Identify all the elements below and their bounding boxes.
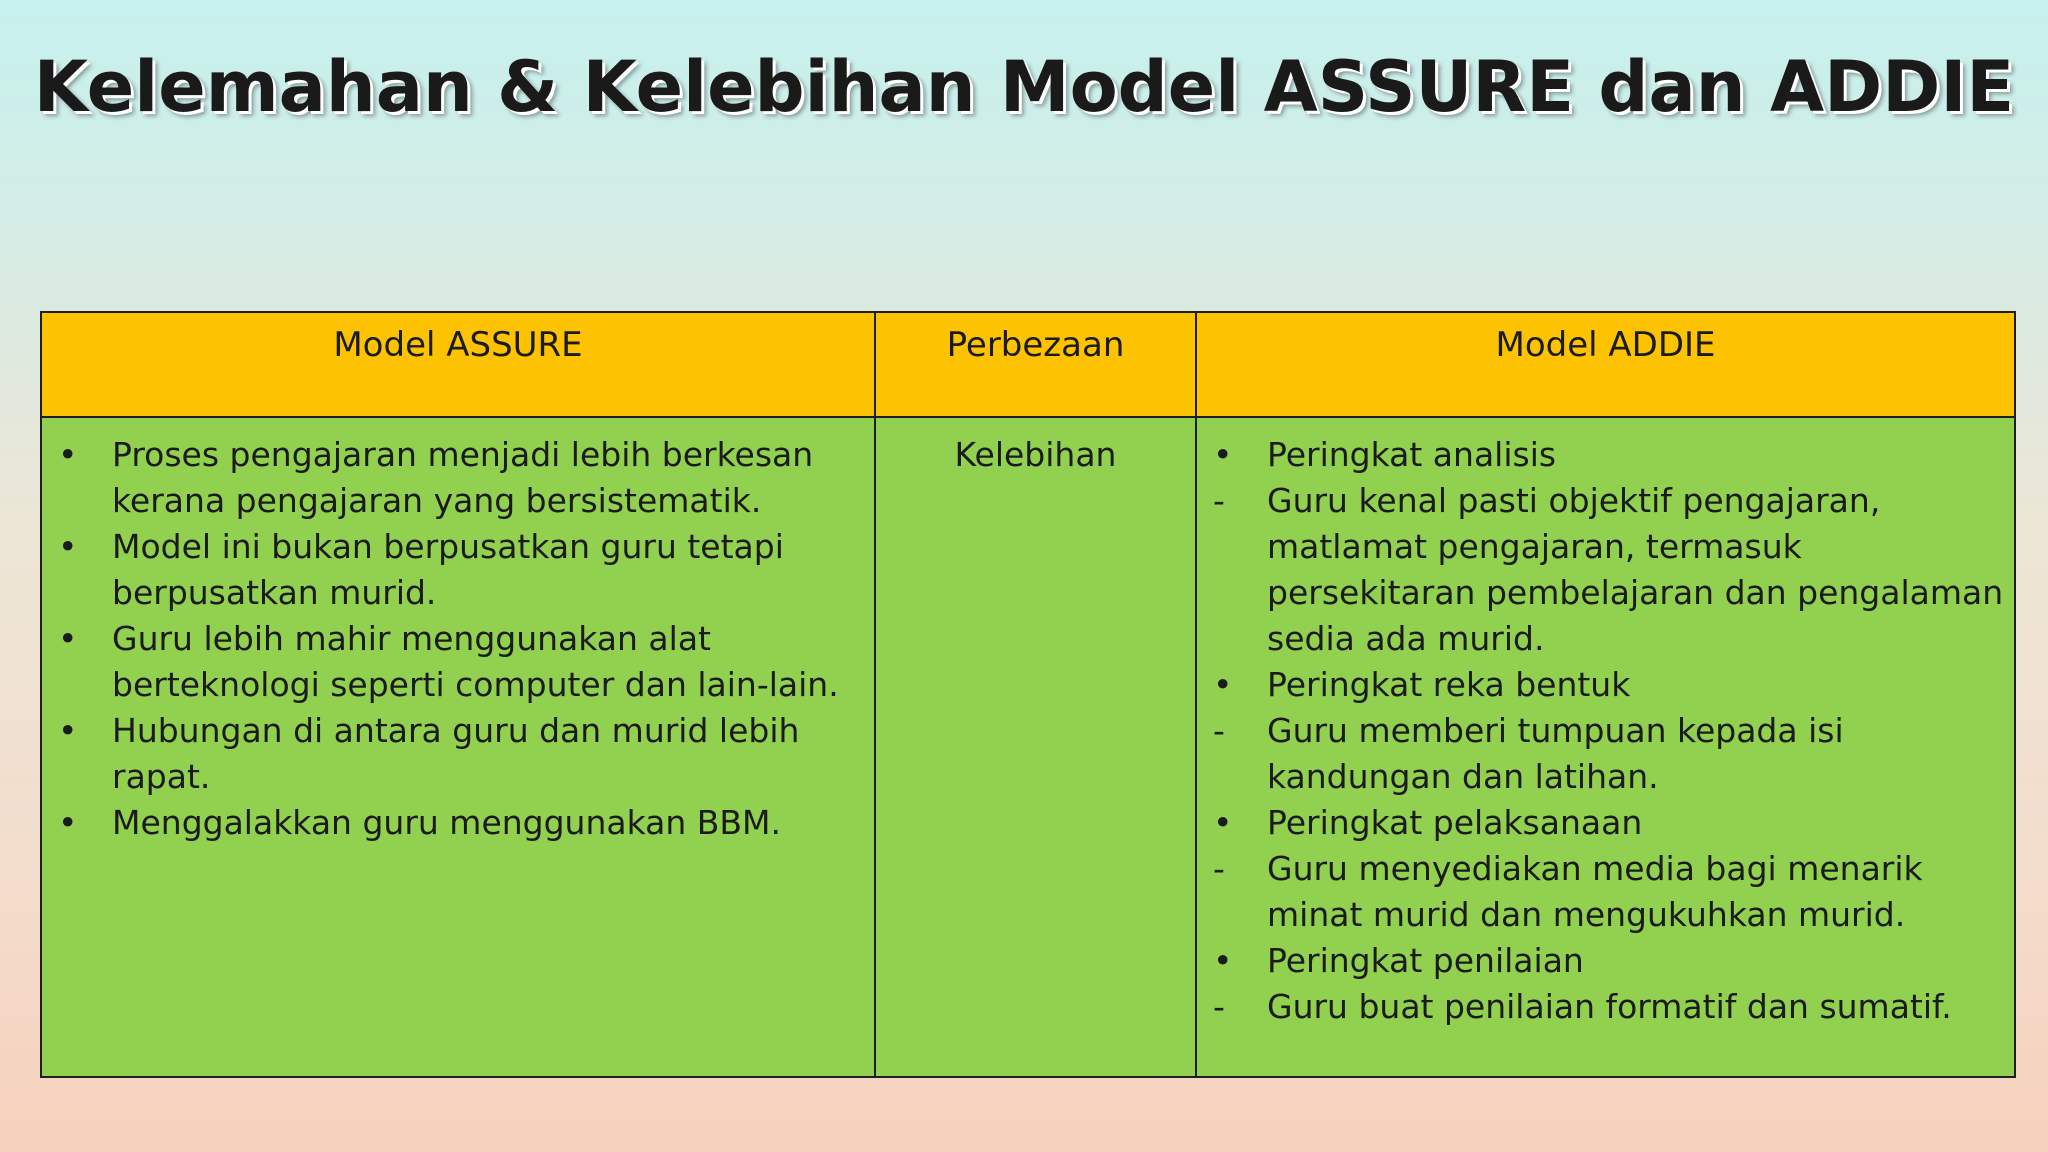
bullet-icon: • [58,435,78,474]
table-row [41,417,2015,1077]
list-item-text: Peringkat analisis [1267,435,1557,474]
list-item [52,616,864,708]
header-model-addie: Model ADDIE [1196,312,2015,417]
list-item-text: Peringkat reka bentuk [1267,665,1631,704]
addie-list [1207,432,2004,1030]
dash-icon: - [1213,987,1225,1026]
bullet-icon: • [58,803,78,842]
header-model-assure: Model ASSURE [41,312,875,417]
bullet-icon: • [1213,803,1233,842]
assure-cell [41,417,875,1077]
list-item-text: Guru memberi tumpuan kepada isi kandungan dan latihan. [1267,711,1844,796]
list-item-text: Menggalakkan guru menggunakan BBM. [112,803,782,842]
list-item [52,800,864,846]
list-item [1207,662,2004,708]
comparison-table [40,311,2016,1078]
list-item [1207,708,2004,800]
list-item [52,708,864,800]
bullet-icon: • [1213,941,1233,980]
list-item-text: Guru menyediakan media bagi menarik minat murid dan mengukuhkan murid. [1267,849,1923,934]
list-item [1207,478,2004,662]
list-item [1207,846,2004,938]
list-item-text: Proses pengajaran menjadi lebih berkesan kerana pengajaran yang bersistematik. [112,435,814,520]
header-perbezaan: Perbezaan [875,312,1196,417]
list-item-text: Peringkat pelaksanaan [1267,803,1643,842]
list-item [1207,800,2004,846]
slide-title: Kelemahan & Kelebihan Model ASSURE dan ADDIE [33,46,2015,128]
table-header-row [41,312,2015,417]
dash-icon: - [1213,849,1225,888]
addie-cell [1196,417,2015,1077]
list-item [1207,938,2004,984]
assure-list [52,432,864,846]
list-item-text: Model ini bukan berpusatkan guru tetapi berpusatkan murid. [112,527,784,612]
bullet-icon: • [58,527,78,566]
list-item-text: Peringkat penilaian [1267,941,1584,980]
list-item [1207,984,2004,1030]
list-item-text: Guru buat penilaian formatif dan sumatif. [1267,987,1952,1026]
list-item [1207,432,2004,478]
list-item [52,432,864,524]
list-item-text: Guru kenal pasti objektif pengajaran, matlamat pengajaran, termasuk persekitaran pembelajaran dan pengalaman sedia ada murid. [1267,481,2004,658]
bullet-icon: • [58,711,78,750]
list-item-text: Guru lebih mahir menggunakan alat berteknologi seperti computer dan lain-lain. [112,619,839,704]
dash-icon: - [1213,481,1225,520]
bullet-icon: • [1213,665,1233,704]
bullet-icon: • [58,619,78,658]
list-item [52,524,864,616]
bullet-icon: • [1213,435,1233,474]
dash-icon: - [1213,711,1225,750]
list-item-text: Hubungan di antara guru dan murid lebih rapat. [112,711,800,796]
perbezaan-cell: Kelebihan [875,417,1196,1077]
